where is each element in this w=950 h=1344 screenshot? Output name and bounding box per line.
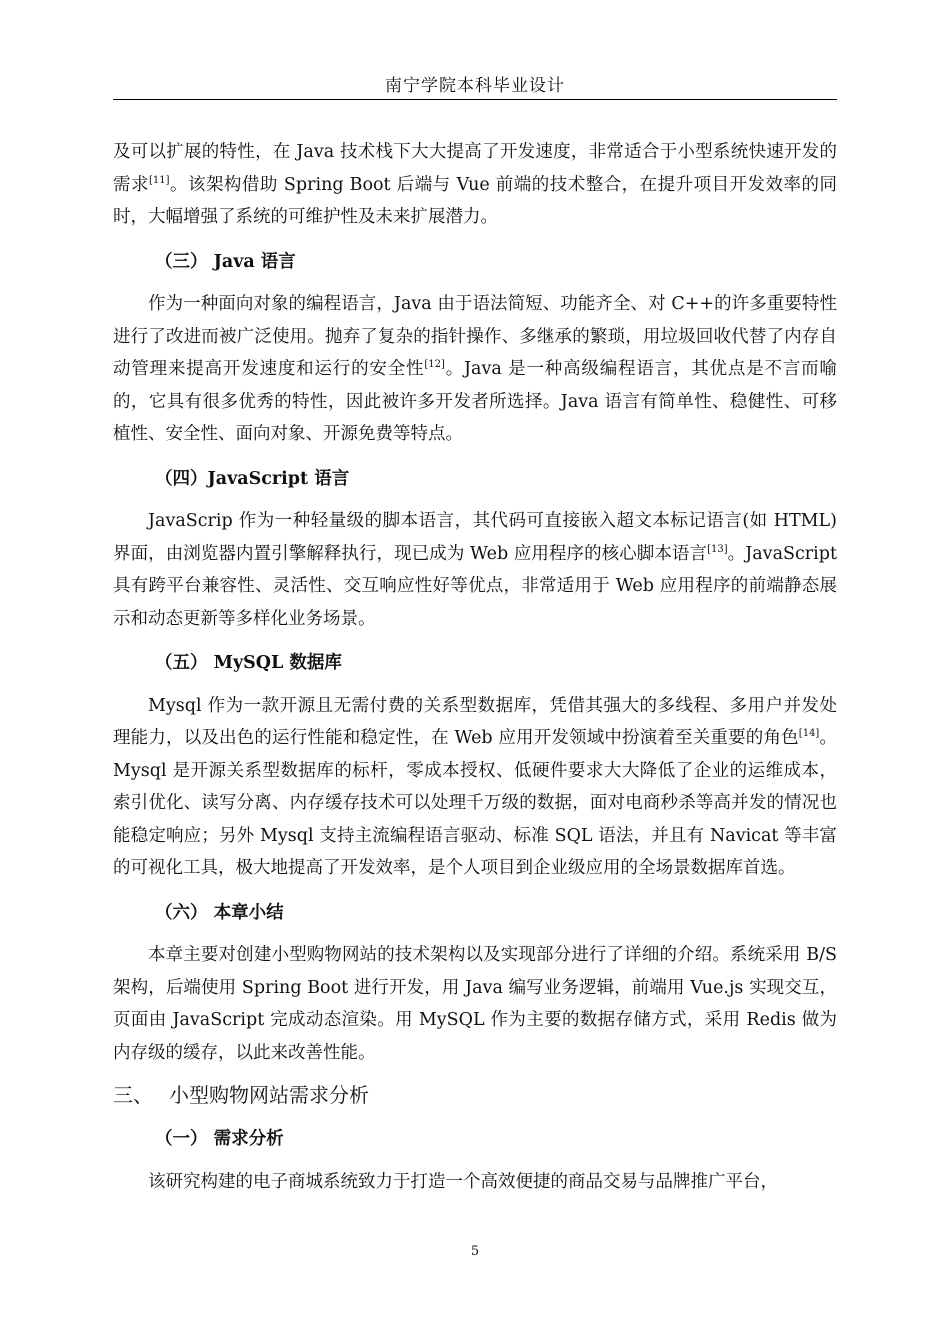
paragraph-text: 。JavaScript 具有跨平台兼容性、灵活性、交互响应性好等优点，非常适用于 Web 应用程序的前端静态展示和动态更新等多样化业务场景。	[113, 543, 837, 629]
running-header: 南宁学院本科毕业设计	[385, 76, 565, 96]
paragraph-text: 。Java 是一种高级编程语言，其优点是不言而喻的，它具有很多优秀的特性，因此被许多开发者所选择。Java 语言有简单性、稳健性、可移植性、安全性、面向对象、开源免费等特点。	[113, 359, 837, 444]
paragraph-text: 及可以扩展的特性，在 Java 技术栈下大大提高了开发速度，非常适合于小型系统快速开发的需求	[113, 142, 837, 195]
section-heading-java: （三） Java 语言	[155, 251, 296, 272]
paragraph-mysql	[113, 690, 837, 885]
citation-13: [13]	[707, 543, 728, 555]
paragraph-text: 作为一种面向对象的编程语言，Java 由于语法简短、功能齐全、对 C++的许多重要特性进行了改进而被广泛使用。抛弃了复杂的指针操作、多继承的繁琐，用垃圾回收代替了内存自动管理来提高开发速度和运行的安全性	[113, 294, 837, 379]
paragraph-architecture-continued	[113, 136, 837, 234]
page-body	[113, 136, 837, 1198]
citation-11: [11]	[148, 174, 170, 186]
paragraph-text: 。该架构借助 Spring Boot 后端与 Vue 前端的技术整合，在提升项目开发效率的同时，大幅增强了系统的可维护性及未来扩展潜力。	[113, 174, 837, 227]
paragraph-text: Mysql 作为一款开源且无需付费的关系型数据库，凭借其强大的多线程、多用户并发处理能力，以及出色的运行性能和稳定性，在 Web 应用开发领域中扮演着至关重要的角色	[113, 695, 837, 748]
section-heading-requirements: （一） 需求分析	[155, 1129, 284, 1149]
section-heading-summary: （六） 本章小结	[155, 902, 284, 923]
chapter-heading	[113, 1079, 837, 1111]
citation-12: [12]	[424, 359, 445, 371]
paragraph-java	[113, 288, 837, 451]
page-number: 5	[470, 1244, 480, 1259]
header-rule	[113, 99, 837, 100]
chapter-number: 三、	[113, 1083, 153, 1107]
paragraph-summary: 本章主要对创建小型购物网站的技术架构以及实现部分进行了详细的介绍。系统采用 B/S 架构，后端使用 Spring Boot 进行开发，用 Java 编写业务逻辑，前端用 Vue.js 实现交互，页面由 JavaScript 完成动态渲染。用 MySQL 作为主要的数据存储方式，采用 Redis 做为内存级的缓存，以此来改善性能。	[113, 945, 837, 1063]
section-heading-mysql: （五） MySQL 数据库	[155, 653, 342, 673]
citation-14: [14]	[798, 728, 820, 740]
paragraph-text: JavaScrip 作为一种轻量级的脚本语言，其代码可直接嵌入超文本标记语言(如 HTML)界面，由浏览器内置引擎解释执行，现已成为 Web 应用程序的核心脚本语言	[113, 511, 837, 564]
paragraph-requirements: 该研究构建的电子商城系统致力于打造一个高效便捷的商品交易与品牌推广平台，	[148, 1171, 778, 1192]
paragraph-javascript	[113, 505, 837, 635]
section-heading-javascript: （四）JavaScript 语言	[155, 468, 350, 489]
chapter-title: 小型购物网站需求分析	[169, 1083, 369, 1107]
paragraph-text: 。Mysql 是开源关系型数据库的标杆，零成本授权、低硬件要求大大降低了企业的运维成本，索引优化、读写分离、内存缓存技术可以处理千万级的数据，面对电商秒杀等高并发的情况也能稳定响应；另外 Mysql 支持主流编程语言驱动、标准 SQL 语法，并且有 Navicat 等丰富的可视化工具，极大地提高了开发效率，是个人项目到企业级应用的全场景数据库首选。	[113, 728, 838, 878]
